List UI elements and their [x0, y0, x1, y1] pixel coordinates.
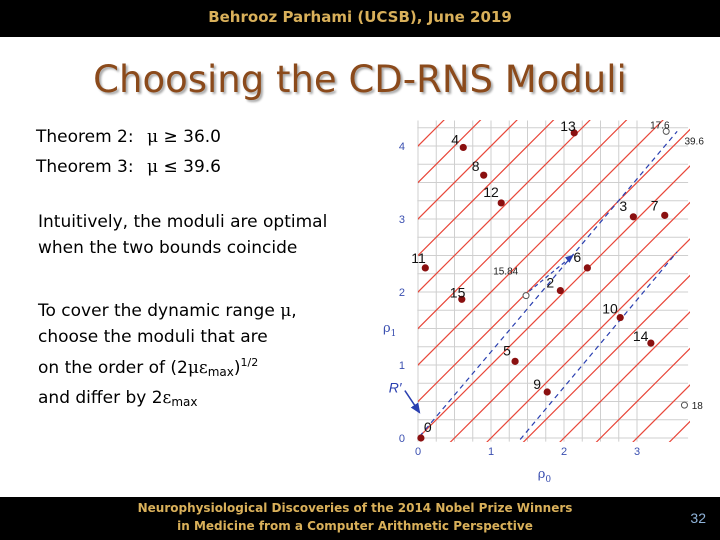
- x-tick-label: 1: [487, 445, 495, 458]
- range-line-3-text: on the order of (2: [38, 358, 188, 378]
- dynamic-range-paragraph: [38, 298, 297, 415]
- theorem-2-value: 36.0: [183, 127, 221, 147]
- intuition-paragraph: [38, 209, 327, 261]
- header-bar: [0, 0, 720, 37]
- range-line-1-symbol: μ: [280, 301, 292, 321]
- range-line-3-sup: 1/2: [240, 356, 259, 369]
- footer-bar: [0, 497, 720, 540]
- data-point: [584, 264, 591, 271]
- point-label: 7: [650, 197, 659, 214]
- line-value-label: 17.6: [650, 120, 670, 132]
- header-text: Behrooz Parhami (UCSB), June 2019: [208, 8, 512, 26]
- point-label: 15: [449, 284, 466, 301]
- point-label: 2: [546, 274, 555, 291]
- x-tick-label: 2: [560, 445, 568, 458]
- range-line-3-close: ): [233, 358, 241, 378]
- data-point: [498, 199, 505, 206]
- range-line-4-text: and differ by 2: [38, 388, 163, 408]
- diagonal-line: [345, 146, 720, 540]
- range-line-4-eps: ε: [162, 388, 172, 408]
- theorem-3-label: Theorem 3:: [36, 157, 134, 177]
- slide-title: Choosing the CD-RNS Moduli: [93, 58, 627, 101]
- point-label: 10: [602, 300, 618, 317]
- footer-line-1: Neurophysiological Discoveries of the 2014 Nobel Prize Winners: [137, 501, 573, 515]
- y-tick-label: 4: [398, 141, 406, 153]
- data-point: [661, 212, 668, 219]
- theorem-3: [36, 157, 221, 177]
- data-point: [480, 172, 487, 179]
- point-label: 12: [483, 183, 499, 200]
- page-number: 32: [690, 510, 706, 526]
- intuition-line-1: Intuitively, the moduli are optimal: [38, 212, 328, 232]
- point-label: 14: [632, 328, 649, 345]
- point-label: 5: [503, 342, 511, 359]
- data-point: [630, 213, 637, 220]
- y-axis-label-subscript: 1: [390, 329, 397, 340]
- theorem-2-label: Theorem 2:: [36, 127, 134, 147]
- range-line-3-eps: ε: [198, 358, 208, 378]
- x-tick-label: 0: [414, 445, 422, 458]
- x-axis-label-subscript: 0: [545, 475, 552, 486]
- x-tick-label: 3: [633, 445, 641, 458]
- data-point: [460, 144, 467, 151]
- y-tick-label: 1: [398, 360, 406, 372]
- intuition-line-2: when the two bounds coincide: [38, 238, 298, 258]
- data-point: [557, 287, 564, 294]
- y-tick-label: 2: [398, 287, 406, 299]
- chart-dashed-lines: [405, 131, 677, 439]
- data-point: [417, 434, 424, 441]
- y-axis-label: $\rho_1$: [382, 321, 397, 340]
- r-prime-arrow: [405, 391, 420, 413]
- range-line-1-end: ,: [291, 301, 297, 321]
- range-line-1-text: To cover the dynamic range: [38, 301, 281, 321]
- data-point: [544, 388, 551, 395]
- range-line-3-mu: μ: [187, 358, 199, 378]
- range-line-2: choose the moduli that are: [38, 327, 268, 347]
- open-marker: [523, 293, 529, 299]
- footer-line-2: in Medicine from a Computer Arithmetic Perspective: [177, 519, 533, 533]
- point-label: 4: [451, 131, 460, 148]
- point-label: 13: [560, 117, 576, 134]
- x-axis-label: $\rho_0$: [537, 467, 552, 486]
- point-label: 3: [619, 197, 628, 214]
- point-label: 11: [411, 249, 426, 266]
- theorem-3-symbol: μ: [147, 157, 159, 177]
- point-label: 0: [423, 419, 432, 435]
- range-line-3: [38, 350, 297, 385]
- theorem-2: [36, 127, 221, 147]
- range-line-4: [38, 385, 297, 415]
- point-label: 6: [573, 248, 582, 265]
- line-value-label: 15.84: [493, 266, 519, 278]
- y-tick-label: 3: [398, 214, 406, 226]
- line-value-label: 39.6: [684, 136, 704, 148]
- theorem-2-symbol: μ: [147, 127, 159, 147]
- point-label: 8: [471, 158, 480, 175]
- r-prime-label: R′: [388, 379, 402, 396]
- moduli-chart: [360, 115, 710, 486]
- line-value-label: 18: [691, 400, 703, 412]
- point-label: 9: [533, 376, 542, 393]
- theorem-3-relation: ≤: [163, 157, 178, 177]
- range-line-1: [38, 298, 297, 324]
- diagonal-line: [345, 110, 720, 540]
- theorem-2-relation: ≥: [163, 127, 178, 147]
- y-tick-label: 0: [398, 433, 406, 445]
- range-line-4-sub: max: [171, 395, 198, 409]
- data-point: [511, 358, 518, 365]
- open-marker: [681, 402, 687, 408]
- dashed-diagonal-lower: [520, 252, 677, 440]
- theorem-3-value: 39.6: [183, 157, 221, 177]
- range-line-3-sub: max: [207, 365, 234, 379]
